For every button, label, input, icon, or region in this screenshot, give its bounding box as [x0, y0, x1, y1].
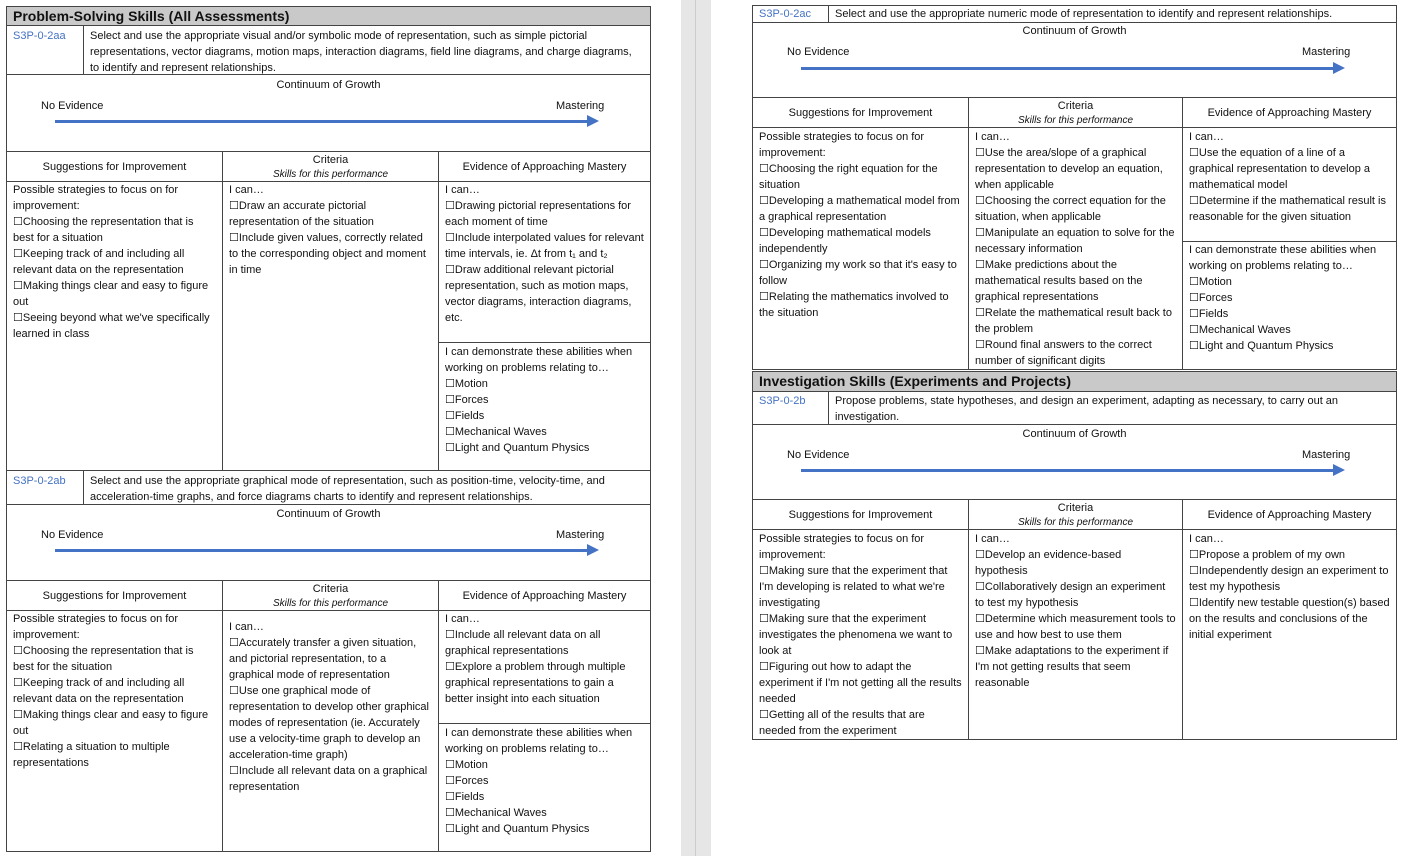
- no-evidence-label: No Evidence: [787, 449, 850, 461]
- outcome-text: Select and use the appropriate graphical mode of representation, such as position-time, velocity-time, and acceleration-time graphs, and force diagrams charts to identify and represent relationships.: [90, 475, 605, 503]
- outcome-code: S3P-0-2b: [759, 395, 806, 407]
- topic-forces[interactable]: ☐ Forces: [1189, 290, 1390, 306]
- topic-fields[interactable]: ☐ Fields: [445, 789, 644, 805]
- topic-waves[interactable]: ☐ Mechanical Waves: [445, 424, 644, 440]
- list-item[interactable]: ☐ Develop an evidence-based hypothesis: [975, 547, 1176, 579]
- topic-light[interactable]: ☐ Light and Quantum Physics: [1189, 338, 1390, 354]
- continuum-arrow: [801, 67, 1335, 70]
- outcome-code: S3P-0-2aa: [13, 30, 66, 42]
- evidence-cell: [1183, 531, 1396, 643]
- col-criteria-sub: Skills for this performance: [272, 169, 389, 180]
- topic-light[interactable]: ☐ Light and Quantum Physics: [445, 440, 644, 456]
- topic-forces[interactable]: ☐ Forces: [445, 392, 644, 408]
- col-criteria: Criteria: [1057, 100, 1094, 112]
- suggestions-intro: Possible strategies to focus on for improvement:: [759, 131, 925, 159]
- list-item[interactable]: ☐ Developing mathematical models independently: [759, 225, 962, 257]
- list-item[interactable]: ☐ Explore a problem through multiple graphical representations to gain a better insight into each situation: [445, 659, 644, 707]
- col-criteria: Criteria: [312, 154, 349, 166]
- continuum-box: [752, 424, 1397, 500]
- list-item[interactable]: ☐ Getting all of the results that are needed from the experiment: [759, 707, 962, 739]
- list-item[interactable]: ☐ Draw an accurate pictorial representation of the situation: [229, 198, 432, 230]
- evidence-list: [1189, 547, 1390, 643]
- criteria-list: [975, 145, 1176, 369]
- mastering-label: Mastering: [556, 529, 605, 541]
- evidence-cell: [1183, 129, 1396, 225]
- table-header: [752, 97, 1397, 128]
- continuum-title: Continuum of Growth: [276, 508, 381, 520]
- continuum-box: [6, 74, 651, 152]
- criteria-list: [975, 547, 1176, 691]
- list-item[interactable]: ☐ Choosing the representation that is best for a situation: [13, 214, 216, 246]
- criteria-list: [229, 198, 432, 278]
- arrow-head-icon: [587, 544, 599, 556]
- continuum-arrow: [55, 549, 589, 552]
- col-suggestions: Suggestions for Improvement: [42, 590, 187, 602]
- list-item[interactable]: ☐ Propose a problem of my own: [1189, 547, 1390, 563]
- topic-light[interactable]: ☐ Light and Quantum Physics: [445, 821, 644, 837]
- list-item[interactable]: ☐ Accurately transfer a given situation, and pictorial representation, to a graphical mode of representation: [229, 635, 432, 683]
- list-item[interactable]: ☐ Drawing pictorial representations for each moment of time: [445, 198, 644, 230]
- demo-intro: I can demonstrate these abilities when working on problems relating to…: [1189, 244, 1377, 272]
- list-item[interactable]: ☐ Independently design an experiment to test my hypothesis: [1189, 563, 1390, 595]
- topic-forces[interactable]: ☐ Forces: [445, 773, 644, 789]
- list-item[interactable]: ☐ Determine which measurement tools to use and how best to use them: [975, 611, 1176, 643]
- outcome-code: S3P-0-2ac: [759, 8, 811, 20]
- outcome-row-2aa: [6, 25, 651, 75]
- criteria-intro: I can…: [229, 621, 264, 633]
- table-body: [752, 127, 1397, 370]
- list-item[interactable]: ☐ Draw additional relevant pictorial representation, such as motion maps, vector diagrams, interaction diagrams, etc.: [445, 262, 644, 326]
- outcome-row-2ab: [6, 470, 651, 505]
- suggestions-cell: [7, 611, 222, 771]
- suggestions-cell: [753, 531, 968, 739]
- list-item[interactable]: ☐ Relating the mathematics involved to the situation: [759, 289, 962, 321]
- criteria-intro: I can…: [975, 533, 1010, 545]
- list-item[interactable]: ☐ Include given values, correctly related to the corresponding object and moment in time: [229, 230, 432, 278]
- list-item[interactable]: ☐ Keeping track of and including all relevant data on the representation: [13, 246, 216, 278]
- list-item[interactable]: ☐ Round final answers to the correct number of significant digits: [975, 337, 1176, 369]
- mastering-label: Mastering: [556, 100, 605, 112]
- arrow-head-icon: [587, 115, 599, 127]
- continuum-arrow: [55, 120, 589, 123]
- outcome-row-2ac: [752, 5, 1397, 23]
- criteria-cell: [223, 619, 438, 795]
- criteria-cell: [969, 129, 1182, 369]
- list-item[interactable]: ☐ Make adaptations to the experiment if I'm not getting results that seem reasonable: [975, 643, 1176, 691]
- list-item[interactable]: ☐ Use the area/slope of a graphical representation to develop an equation, when applicable: [975, 145, 1176, 193]
- suggestions-list: [13, 214, 216, 342]
- section-title-investigation: Investigation Skills (Experiments and Projects): [752, 371, 1397, 392]
- suggestions-list: [759, 161, 962, 321]
- table-header: [6, 151, 651, 182]
- suggestions-intro: Possible strategies to focus on for improvement:: [13, 184, 179, 212]
- evidence-list: [1189, 145, 1390, 225]
- list-item[interactable]: ☐ Relate the mathematical result back to the problem: [975, 305, 1176, 337]
- list-item[interactable]: ☐ Include all relevant data on all graphical representations: [445, 627, 644, 659]
- continuum-arrow: [801, 469, 1335, 472]
- list-item[interactable]: ☐ Use one graphical mode of representation to develop other graphical modes of representation (ie. Accurately use a velocity-time graph to develop an acceleration-time graph): [229, 683, 432, 763]
- topics-cell: [1183, 242, 1396, 354]
- suggestions-cell: [753, 129, 968, 321]
- list-item[interactable]: ☐ Organizing my work so that it's easy to follow: [759, 257, 962, 289]
- no-evidence-label: No Evidence: [41, 529, 104, 541]
- list-item[interactable]: ☐ Choosing the representation that is best for the situation: [13, 643, 216, 675]
- list-item[interactable]: ☐ Make predictions about the mathematical results based on the graphical representations: [975, 257, 1176, 305]
- evidence-intro: I can…: [1189, 533, 1224, 545]
- col-criteria-sub: Skills for this performance: [272, 598, 389, 609]
- demo-intro: I can demonstrate these abilities when working on problems relating to…: [445, 727, 633, 755]
- list-item[interactable]: ☐ Making sure that the experiment investigates the phenomena we want to look at: [759, 611, 962, 659]
- evidence-cell: [439, 611, 650, 707]
- criteria-intro: I can…: [975, 131, 1010, 143]
- col-criteria: Criteria: [1057, 502, 1094, 514]
- table-body: [6, 181, 651, 471]
- list-item[interactable]: ☐ Keeping track of and including all relevant data on the representation: [13, 675, 216, 707]
- demo-intro: I can demonstrate these abilities when working on problems relating to…: [445, 346, 633, 374]
- list-item[interactable]: ☐ Seeing beyond what we've specifically learned in class: [13, 310, 216, 342]
- criteria-list: [229, 635, 432, 795]
- topics-cell: [439, 344, 650, 456]
- continuum-box: [6, 504, 651, 581]
- page-divider: [695, 0, 696, 856]
- evidence-list: [445, 627, 644, 707]
- list-item[interactable]: ☐ Developing a mathematical model from a graphical representation: [759, 193, 962, 225]
- arrow-head-icon: [1333, 62, 1345, 74]
- col-criteria: Criteria: [312, 583, 349, 595]
- list-item[interactable]: ☐ Making things clear and easy to figure out: [13, 278, 216, 310]
- list-item[interactable]: ☐ Include interpolated values for relevant time intervals, ie. Δt from t₁ and t₂: [445, 230, 644, 262]
- suggestions-cell: [7, 182, 222, 342]
- section-title-problem-solving: Problem-Solving Skills (All Assessments): [6, 6, 651, 26]
- col-suggestions: Suggestions for Improvement: [788, 509, 933, 521]
- col-evidence: Evidence of Approaching Mastery: [462, 590, 627, 602]
- evidence-intro: I can…: [445, 613, 480, 625]
- topic-motion[interactable]: ☐ Motion: [445, 376, 644, 392]
- page-gutter: [681, 0, 711, 856]
- table-body: [752, 529, 1397, 740]
- topic-fields[interactable]: ☐ Fields: [1189, 306, 1390, 322]
- topic-motion[interactable]: ☐ Motion: [1189, 274, 1390, 290]
- outcome-text: Select and use the appropriate numeric mode of representation to identify and represent relationships.: [835, 8, 1333, 20]
- list-item[interactable]: ☐ Making things clear and easy to figure out: [13, 707, 216, 739]
- list-item[interactable]: ☐ Use the equation of a line of a graphical representation to develop a mathematical model: [1189, 145, 1390, 193]
- topics-list: [1189, 274, 1390, 354]
- table-body: [6, 610, 651, 852]
- col-evidence: Evidence of Approaching Mastery: [1207, 509, 1372, 521]
- arrow-head-icon: [1333, 464, 1345, 476]
- list-item[interactable]: ☐ Figuring out how to adapt the experiment if I'm not getting all the results needed: [759, 659, 962, 707]
- evidence-intro: I can…: [1189, 131, 1224, 143]
- topic-motion[interactable]: ☐ Motion: [445, 757, 644, 773]
- topic-fields[interactable]: ☐ Fields: [445, 408, 644, 424]
- continuum-box: [752, 22, 1397, 98]
- outcome-row-2b: [752, 391, 1397, 425]
- col-criteria-sub: Skills for this performance: [1017, 115, 1134, 126]
- list-item[interactable]: ☐ Include all relevant data on a graphical representation: [229, 763, 432, 795]
- suggestions-intro: Possible strategies to focus on for improvement:: [13, 613, 179, 641]
- list-item[interactable]: ☐ Manipulate an equation to solve for the necessary information: [975, 225, 1176, 257]
- list-item[interactable]: ☐ Collaboratively design an experiment to test my hypothesis: [975, 579, 1176, 611]
- list-item[interactable]: ☐ Choosing the right equation for the situation: [759, 161, 962, 193]
- no-evidence-label: No Evidence: [41, 100, 104, 112]
- no-evidence-label: No Evidence: [787, 46, 850, 58]
- suggestions-list: [759, 563, 962, 739]
- list-item[interactable]: ☐ Determine if the mathematical result is reasonable for the given situation: [1189, 193, 1390, 225]
- continuum-title: Continuum of Growth: [276, 79, 381, 91]
- continuum-title: Continuum of Growth: [1022, 428, 1127, 440]
- col-evidence: Evidence of Approaching Mastery: [1207, 107, 1372, 119]
- mastering-label: Mastering: [1302, 449, 1351, 461]
- col-criteria-sub: Skills for this performance: [1017, 517, 1134, 528]
- continuum-title: Continuum of Growth: [1022, 25, 1127, 37]
- topic-waves[interactable]: ☐ Mechanical Waves: [445, 805, 644, 821]
- suggestions-intro: Possible strategies to focus on for improvement:: [759, 533, 925, 561]
- col-suggestions: Suggestions for Improvement: [788, 107, 933, 119]
- col-suggestions: Suggestions for Improvement: [42, 161, 187, 173]
- list-item[interactable]: ☐ Choosing the correct equation for the situation, when applicable: [975, 193, 1176, 225]
- list-item[interactable]: ☐ Identify new testable question(s) based on the results and conclusions of the initial experiment: [1189, 595, 1390, 643]
- mastering-label: Mastering: [1302, 46, 1351, 58]
- suggestions-list: [13, 643, 216, 771]
- evidence-cell: [439, 182, 650, 326]
- topic-waves[interactable]: ☐ Mechanical Waves: [1189, 322, 1390, 338]
- evidence-intro: I can…: [445, 184, 480, 196]
- list-item[interactable]: ☐ Making sure that the experiment that I'm developing is related to what we're investigating: [759, 563, 962, 611]
- table-header: [752, 499, 1397, 530]
- outcome-text: Select and use the appropriate visual and/or symbolic mode of representation, such as simple pictorial representations, vector diagrams, motion maps, interaction diagrams, field line diagrams, and charge diagrams, to identify and represent relationships.: [90, 30, 632, 74]
- list-item[interactable]: ☐ Relating a situation to multiple representations: [13, 739, 216, 771]
- evidence-list: [445, 198, 644, 326]
- outcome-text: Propose problems, state hypotheses, and design an experiment, adapting as necessary, to carry out an investigation.: [835, 395, 1339, 423]
- criteria-intro: I can…: [229, 184, 264, 196]
- topics-list: [445, 376, 644, 456]
- table-header: [6, 580, 651, 611]
- criteria-cell: [969, 531, 1182, 691]
- topics-cell: [439, 725, 650, 837]
- outcome-code: S3P-0-2ab: [13, 475, 66, 487]
- topics-list: [445, 757, 644, 837]
- criteria-cell: [223, 182, 438, 278]
- col-evidence: Evidence of Approaching Mastery: [462, 161, 627, 173]
